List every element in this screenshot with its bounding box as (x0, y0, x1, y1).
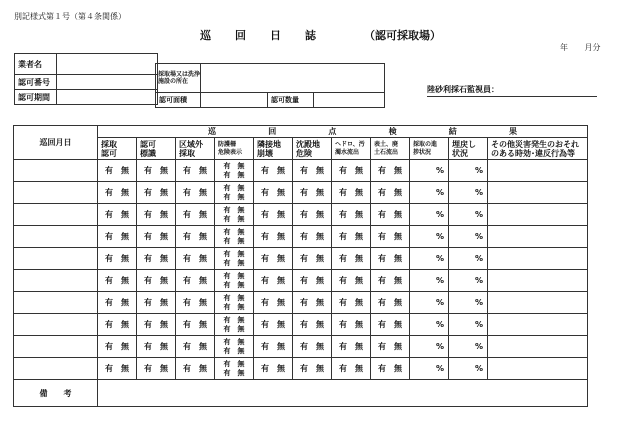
col-sludge: ヘドロ、汚 濁水流出 (332, 138, 371, 160)
percent-cell[interactable]: % (410, 182, 449, 204)
yes-no-cell[interactable]: 有 無 (254, 292, 293, 314)
yes-no-cell[interactable]: 有 無 (176, 336, 215, 358)
yes-no-cell[interactable]: 有 無 (176, 248, 215, 270)
notes-cell[interactable] (488, 226, 588, 248)
result-header-char: 回 (268, 127, 277, 136)
yes-no-cell[interactable]: 有 無 (98, 270, 137, 292)
inspection-row (14, 314, 588, 336)
yes-no-cell[interactable]: 有 無 (176, 270, 215, 292)
result-header-char: 結 (448, 127, 457, 136)
yes-no-cell[interactable]: 有 無 有 無 (215, 270, 254, 292)
inspection-row (14, 182, 588, 204)
yes-no-cell[interactable]: 有 無 有 無 (215, 292, 254, 314)
result-header (98, 126, 588, 138)
yes-no-cell[interactable]: 有 無 (137, 182, 176, 204)
yes-no-cell[interactable]: 有 無 有 無 (215, 336, 254, 358)
yes-no-cell[interactable]: 有 無 (254, 182, 293, 204)
yes-no-cell[interactable]: 有 無 (137, 226, 176, 248)
yes-no-cell[interactable]: 有 無 (137, 292, 176, 314)
col-other: その他災害発生のおそれ のある時効･違反行為等 (488, 138, 588, 160)
remarks-field[interactable] (98, 380, 588, 407)
percent-cell[interactable]: % (449, 336, 488, 358)
yes-no-cell[interactable]: 有 無 (176, 226, 215, 248)
inspection-row (14, 160, 588, 182)
col-outside-area: 区域外 採取 (176, 138, 215, 160)
inspection-row (14, 336, 588, 358)
yes-no-cell[interactable]: 有 無 (332, 204, 371, 226)
business-name-field[interactable] (57, 54, 158, 75)
yes-no-cell[interactable]: 有 無 (371, 292, 410, 314)
yes-no-cell[interactable]: 有 無 (293, 270, 332, 292)
yes-no-cell[interactable]: 有 無 (98, 204, 137, 226)
yes-no-cell[interactable]: 有 無 (371, 270, 410, 292)
document-subtitle: （認可採取場） (364, 29, 441, 42)
yes-no-cell[interactable]: 有 無 有 無 (215, 160, 254, 182)
yes-no-cell[interactable]: 有 無 (332, 336, 371, 358)
yes-no-cell[interactable]: 有 無 (332, 270, 371, 292)
result-header-char: 検 (388, 127, 397, 136)
percent-cell[interactable]: % (449, 292, 488, 314)
col-fence: 防護柵 危険表示 (215, 138, 254, 160)
yes-no-cell[interactable]: 有 無 (254, 336, 293, 358)
header-right-table (155, 63, 385, 108)
notes-cell[interactable] (488, 160, 588, 182)
approval-quantity-field[interactable] (314, 93, 385, 108)
yes-no-cell[interactable]: 有 無 (371, 358, 410, 380)
result-header-char: 果 (508, 127, 517, 136)
title-char: 回 (235, 29, 246, 42)
inspection-row (14, 292, 588, 314)
percent-cell[interactable]: % (410, 336, 449, 358)
yes-no-cell[interactable]: 有 無 (332, 248, 371, 270)
yes-no-cell[interactable]: 有 無 (176, 204, 215, 226)
yes-no-cell[interactable]: 有 無 (98, 182, 137, 204)
inspection-row (14, 248, 588, 270)
inspection-row (14, 226, 588, 248)
yes-no-cell[interactable]: 有 無 (371, 182, 410, 204)
percent-cell[interactable]: % (449, 226, 488, 248)
yes-no-cell[interactable]: 有 無 (176, 314, 215, 336)
inspection-grid (13, 125, 588, 407)
percent-cell[interactable]: % (410, 358, 449, 380)
percent-cell[interactable]: % (410, 160, 449, 182)
col-settling-pond: 沈殿地 危険 (293, 138, 332, 160)
percent-cell[interactable]: % (410, 270, 449, 292)
result-header-char: 巡 (208, 127, 216, 136)
date-cell[interactable] (14, 292, 98, 314)
approval-number-field[interactable] (57, 75, 158, 90)
notes-cell[interactable] (488, 292, 588, 314)
col-approval: 採取 認可 (98, 138, 137, 160)
yes-no-cell[interactable]: 有 無 (98, 226, 137, 248)
col-adjacent-collapse: 隣接地 崩壊 (254, 138, 293, 160)
date-cell[interactable] (14, 182, 98, 204)
yes-no-cell[interactable]: 有 無 (332, 226, 371, 248)
date-cell[interactable] (14, 270, 98, 292)
title-char: 誌 (305, 29, 316, 42)
percent-cell[interactable]: % (410, 226, 449, 248)
percent-cell[interactable]: % (410, 292, 449, 314)
notes-cell[interactable] (488, 270, 588, 292)
col-backfill: 埋戻し 状況 (449, 138, 488, 160)
yes-no-cell[interactable]: 有 無 (293, 336, 332, 358)
approval-number-label: 認可番号 (15, 75, 57, 90)
location-label: 採取場又は洗浄施設の所在 (156, 64, 201, 93)
yes-no-cell[interactable]: 有 無 有 無 (215, 314, 254, 336)
yes-no-cell[interactable]: 有 無 (293, 204, 332, 226)
year-month-field[interactable]: 年 月分 (560, 43, 601, 52)
notes-cell[interactable] (488, 336, 588, 358)
percent-cell[interactable]: % (449, 358, 488, 380)
yes-no-cell[interactable]: 有 無 (254, 270, 293, 292)
yes-no-cell[interactable]: 有 無 (371, 336, 410, 358)
yes-no-cell[interactable]: 有 無 (293, 314, 332, 336)
yes-no-cell[interactable]: 有 無 (137, 314, 176, 336)
inspector-field[interactable]: 陸砂利採石監視員： (427, 84, 597, 97)
result-header-char: 点 (328, 127, 337, 136)
yes-no-cell[interactable]: 有 無 (137, 204, 176, 226)
yes-no-cell[interactable]: 有 無 (176, 358, 215, 380)
yes-no-cell[interactable]: 有 無 (137, 160, 176, 182)
title-char: 巡 (200, 29, 211, 42)
yes-no-cell[interactable]: 有 無 (293, 226, 332, 248)
yes-no-cell[interactable]: 有 無 (254, 204, 293, 226)
yes-no-cell[interactable]: 有 無 有 無 (215, 204, 254, 226)
notes-cell[interactable] (488, 204, 588, 226)
inspection-row (14, 270, 588, 292)
date-cell[interactable] (14, 248, 98, 270)
yes-no-cell[interactable]: 有 無 (98, 160, 137, 182)
inspection-row (14, 204, 588, 226)
location-field[interactable] (201, 64, 385, 93)
yes-no-cell[interactable]: 有 無 (254, 160, 293, 182)
business-name-label: 業者名 (15, 54, 57, 75)
yes-no-cell[interactable]: 有 無 (98, 292, 137, 314)
percent-cell[interactable]: % (410, 204, 449, 226)
date-cell[interactable] (14, 226, 98, 248)
approval-period-field[interactable] (57, 90, 158, 105)
yes-no-cell[interactable]: 有 無 (293, 160, 332, 182)
approval-quantity-label: 認可数量 (268, 93, 314, 108)
inspection-row (14, 358, 588, 380)
yes-no-cell[interactable]: 有 無 (254, 226, 293, 248)
date-cell[interactable] (14, 358, 98, 380)
date-header: 巡回月日 (14, 126, 98, 160)
yes-no-cell[interactable]: 有 無 (176, 292, 215, 314)
yes-no-cell[interactable]: 有 無 (293, 358, 332, 380)
yes-no-cell[interactable]: 有 無 (332, 182, 371, 204)
header-left-table (14, 53, 158, 105)
percent-cell[interactable]: % (449, 270, 488, 292)
yes-no-cell[interactable]: 有 無 (176, 160, 215, 182)
approval-area-label: 認可面積 (156, 93, 201, 108)
notes-cell[interactable] (488, 182, 588, 204)
col-topsoil: 表土、廃 土石流出 (371, 138, 410, 160)
yes-no-cell[interactable]: 有 無 (137, 336, 176, 358)
percent-cell[interactable]: % (410, 248, 449, 270)
yes-no-cell[interactable]: 有 無 (176, 182, 215, 204)
title-char: 日 (270, 29, 281, 42)
yes-no-cell[interactable]: 有 無 (137, 358, 176, 380)
yes-no-cell[interactable]: 有 無 有 無 (215, 182, 254, 204)
percent-cell[interactable]: % (449, 204, 488, 226)
yes-no-cell[interactable]: 有 無 (254, 314, 293, 336)
notes-cell[interactable] (488, 248, 588, 270)
percent-cell[interactable]: % (449, 182, 488, 204)
approval-area-field[interactable] (201, 93, 268, 108)
notes-cell[interactable] (488, 314, 588, 336)
col-sign: 認可 標識 (137, 138, 176, 160)
yes-no-cell[interactable]: 有 無 (371, 314, 410, 336)
yes-no-cell[interactable]: 有 無 有 無 (215, 358, 254, 380)
date-cell[interactable] (14, 204, 98, 226)
yes-no-cell[interactable]: 有 無 (332, 160, 371, 182)
yes-no-cell[interactable]: 有 無 (137, 270, 176, 292)
date-cell[interactable] (14, 314, 98, 336)
approval-period-label: 認可期間 (15, 90, 57, 105)
yes-no-cell[interactable]: 有 無 (98, 358, 137, 380)
yes-no-cell[interactable]: 有 無 (98, 314, 137, 336)
yes-no-cell[interactable]: 有 無 (254, 358, 293, 380)
yes-no-cell[interactable]: 有 無 (293, 248, 332, 270)
notes-cell[interactable] (488, 358, 588, 380)
yes-no-cell[interactable]: 有 無 (371, 160, 410, 182)
remarks-label: 備 考 (14, 380, 98, 407)
percent-cell[interactable]: % (410, 314, 449, 336)
yes-no-cell[interactable]: 有 無 (293, 182, 332, 204)
yes-no-cell[interactable]: 有 無 有 無 (215, 248, 254, 270)
percent-cell[interactable]: % (449, 248, 488, 270)
yes-no-cell[interactable]: 有 無 (137, 248, 176, 270)
yes-no-cell[interactable]: 有 無 (98, 248, 137, 270)
yes-no-cell[interactable]: 有 無 (98, 336, 137, 358)
yes-no-cell[interactable]: 有 無 (371, 248, 410, 270)
yes-no-cell[interactable]: 有 無 (254, 248, 293, 270)
percent-cell[interactable]: % (449, 314, 488, 336)
date-cell[interactable] (14, 160, 98, 182)
yes-no-cell[interactable]: 有 無 有 無 (215, 226, 254, 248)
form-label: 別記様式第１号（第４条関係） (14, 12, 126, 21)
yes-no-cell[interactable]: 有 無 (332, 358, 371, 380)
percent-cell[interactable]: % (449, 160, 488, 182)
col-progress: 採取の進 捗状況 (410, 138, 449, 160)
date-cell[interactable] (14, 336, 98, 358)
yes-no-cell[interactable]: 有 無 (371, 204, 410, 226)
yes-no-cell[interactable]: 有 無 (332, 292, 371, 314)
yes-no-cell[interactable]: 有 無 (332, 314, 371, 336)
yes-no-cell[interactable]: 有 無 (371, 226, 410, 248)
yes-no-cell[interactable]: 有 無 (293, 292, 332, 314)
